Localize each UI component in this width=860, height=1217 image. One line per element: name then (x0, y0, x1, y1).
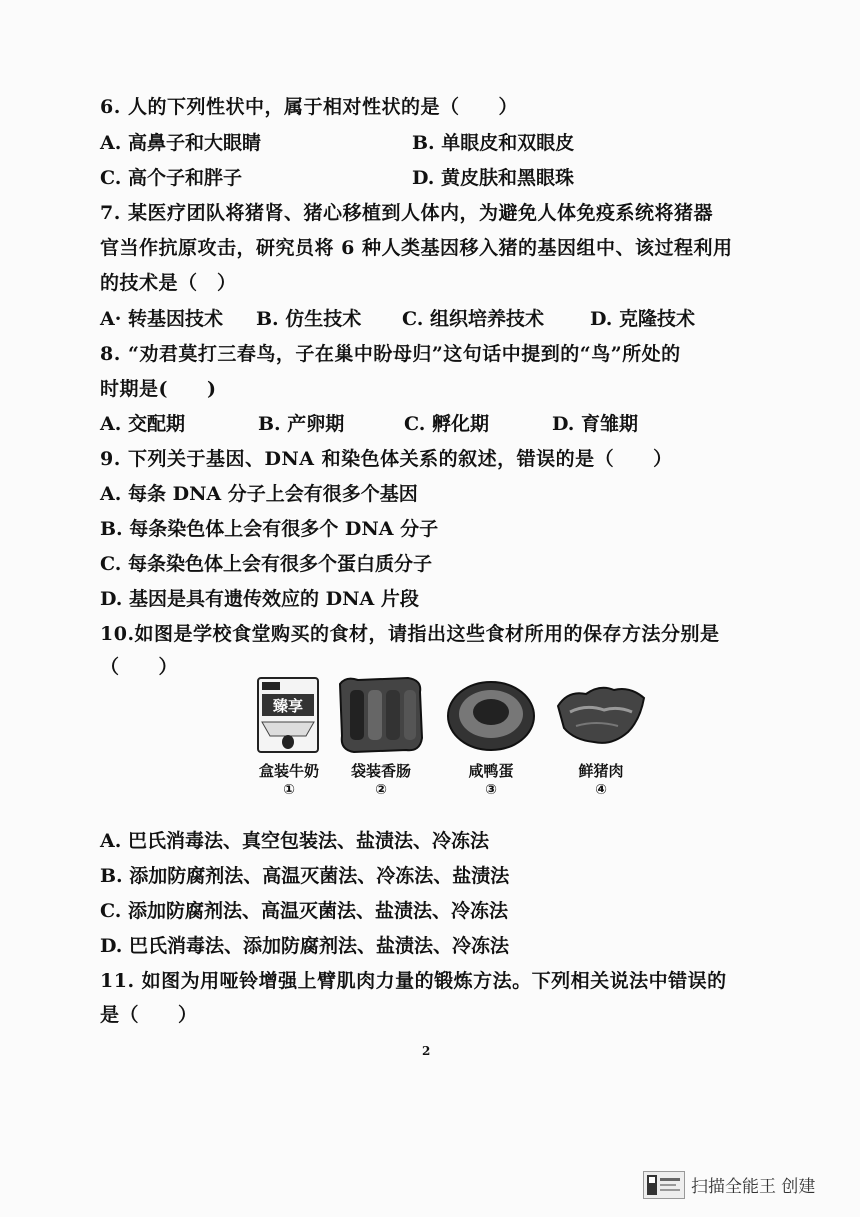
q9-option-d: D. 基因是具有遗传效应的 DNA 片段 (100, 588, 419, 610)
q9-option-b: B. 每条染色体上会有很多个 DNA 分子 (100, 518, 439, 540)
q8-option-c: C. 孵化期 (404, 413, 490, 435)
q9-option-c: C. 每条染色体上会有很多个蛋白质分子 (100, 553, 433, 575)
sausage-bag-image (336, 676, 426, 754)
q7-option-d: D. 克隆技术 (590, 308, 696, 330)
watermark-text: 扫描全能王 创建 (691, 1177, 816, 1197)
q8-option-a: A. 交配期 (100, 413, 185, 435)
q6-stem: 6. 人的下列性状中，属于相对性状的是（ ） (100, 96, 518, 118)
q6-option-d: D. 黄皮肤和黑眼珠 (412, 167, 575, 189)
milk-box-image (244, 676, 334, 754)
food-num-4: ④ (595, 782, 607, 798)
salted-egg-image (446, 676, 536, 754)
food-item-pork (556, 676, 646, 801)
q8-stem-line2: 时期是( ) (100, 378, 217, 400)
q6-option-a: A. 高鼻子和大眼睛 (100, 132, 261, 154)
milk-pack-text: 臻享 (272, 697, 304, 715)
q10-option-b: B. 添加防腐剂法、高温灭菌法、冷冻法、盐渍法 (100, 865, 510, 887)
q8-stem-line1: 8. “劝君莫打三春鸟，子在巢中盼母归”这句话中提到的“鸟”所处的 (100, 343, 681, 365)
q9-stem: 9. 下列关于基因、DNA 和染色体关系的叙述，错误的是（ ） (100, 448, 673, 470)
q7-stem-line1: 7. 某医疗团队将猪肾、猪心移植到人体内，为避免人体免疫系统将猪器 (100, 202, 713, 224)
q7-option-b: B. 仿生技术 (256, 308, 362, 330)
q8-option-b: B. 产卵期 (258, 413, 345, 435)
q9-option-a: A. 每条 DNA 分子上会有很多个基因 (100, 483, 418, 505)
q7-option-c: C. 组织培养技术 (402, 308, 545, 330)
food-label-pork: 鲜猪肉 (578, 762, 624, 780)
q7-stem-line2: 官当作抗原攻击，研究员将 6 种人类基因移入猪的基因组中、该过程利用 (100, 237, 733, 259)
food-label-milk: 盒装牛奶 (258, 762, 319, 780)
q6-option-b: B. 单眼皮和双眼皮 (412, 132, 575, 154)
food-item-egg (446, 676, 536, 801)
q6-option-c: C. 高个子和胖子 (100, 167, 243, 189)
q11-stem-line2: 是（ ） (100, 1004, 198, 1026)
q10-option-c: C. 添加防腐剂法、高温灭菌法、盐渍法、冷冻法 (100, 900, 509, 922)
q11-stem-line1: 11. 如图为用哑铃增强上臂肌肉力量的锻炼方法。下列相关说法中错误的 (100, 970, 727, 992)
q7-stem-line3: 的技术是（ ） (100, 272, 237, 294)
scanner-logo-icon (643, 1171, 685, 1199)
food-label-egg: 咸鸭蛋 (468, 762, 514, 780)
food-num-3: ③ (485, 782, 497, 798)
food-item-milk (244, 676, 334, 801)
food-num-1: ① (283, 782, 295, 798)
q10-stem-line2: （ ） (100, 656, 179, 678)
food-label-sausage: 袋装香肠 (350, 762, 411, 780)
q10-stem-line1: 10.如图是学校食堂购买的食材，请指出这些食材所用的保存方法分别是 (100, 623, 720, 645)
q8-option-d: D. 育雏期 (552, 413, 639, 435)
food-figure (236, 676, 656, 801)
food-item-sausage (336, 676, 426, 801)
q7-option-a: A· 转基因技术 (100, 308, 223, 330)
food-num-2: ② (375, 782, 387, 798)
q10-option-a: A. 巴氏消毒法、真空包装法、盐渍法、冷冻法 (100, 830, 489, 852)
scanner-watermark (643, 1168, 843, 1200)
q10-option-d: D. 巴氏消毒法、添加防腐剂法、盐渍法、冷冻法 (100, 935, 510, 957)
page-number: 2 (422, 1044, 431, 1058)
pork-image (556, 676, 646, 754)
